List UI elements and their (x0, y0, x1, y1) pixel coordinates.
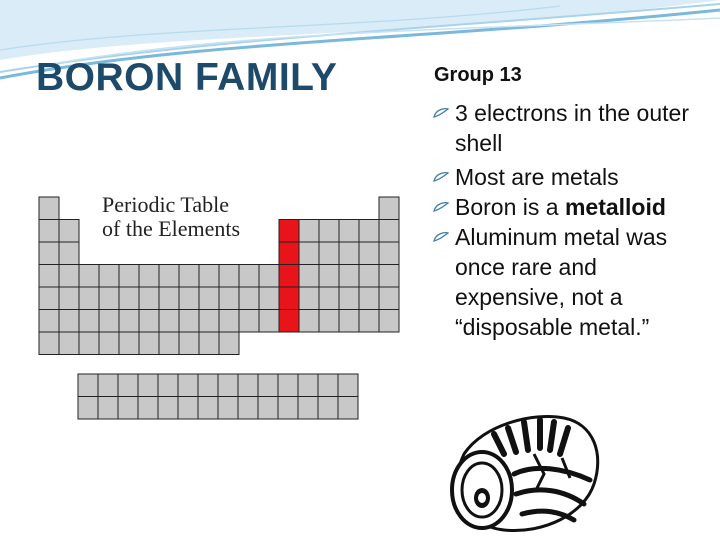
periodic-cell (259, 310, 279, 333)
periodic-cell (338, 374, 358, 397)
periodic-cell (59, 220, 79, 243)
periodic-cell (379, 310, 399, 333)
periodic-cell (339, 310, 359, 333)
periodic-cell (238, 397, 258, 420)
periodic-cell (258, 397, 278, 420)
periodic-cell (178, 397, 198, 420)
leaf-bullet-icon (433, 171, 449, 183)
periodic-cell (139, 265, 159, 288)
bullet-text: Most are metals (455, 164, 619, 190)
periodic-cell (179, 332, 199, 355)
bullet-item (433, 98, 713, 158)
bullet-bold-text: metalloid (564, 194, 666, 220)
periodic-cell (218, 374, 238, 397)
periodic-cell (179, 265, 199, 288)
periodic-cell (39, 310, 59, 333)
periodic-cell (78, 397, 98, 420)
periodic-cell (59, 310, 79, 333)
periodic-cell (59, 242, 79, 265)
periodic-cell (258, 374, 278, 397)
periodic-cell (138, 374, 158, 397)
periodic-cell (59, 332, 79, 355)
periodic-cell (159, 310, 179, 333)
subheading: Group 13 (434, 64, 522, 86)
periodic-cell (279, 310, 299, 333)
periodic-cell (379, 220, 399, 243)
periodic-cell (218, 397, 238, 420)
periodic-cell (39, 287, 59, 310)
periodic-cell (219, 310, 239, 333)
periodic-cell (119, 332, 139, 355)
periodic-cell (78, 374, 98, 397)
slide-title: BORON FAMILY (36, 56, 338, 99)
periodic-cell (359, 242, 379, 265)
periodic-cell (319, 310, 339, 333)
periodic-cell (299, 310, 319, 333)
periodic-cell (219, 332, 239, 355)
periodic-cell (279, 220, 299, 243)
periodic-cell (59, 287, 79, 310)
periodic-cell (259, 265, 279, 288)
periodic-cell (179, 287, 199, 310)
periodic-cell (359, 220, 379, 243)
periodic-cell (359, 265, 379, 288)
periodic-cell (299, 242, 319, 265)
periodic-cell (319, 287, 339, 310)
periodic-cell (179, 310, 199, 333)
periodic-cell (279, 265, 299, 288)
periodic-cell (198, 397, 218, 420)
periodic-cell (219, 287, 239, 310)
periodic-cell (339, 242, 359, 265)
periodic-cell (158, 397, 178, 420)
periodic-cell (339, 265, 359, 288)
periodic-cell (319, 220, 339, 243)
periodic-cell (318, 397, 338, 420)
periodic-cell (199, 332, 219, 355)
periodic-cell (199, 310, 219, 333)
periodic-cell (298, 397, 318, 420)
periodic-cell (139, 287, 159, 310)
periodic-cell (279, 242, 299, 265)
periodic-cell (239, 265, 259, 288)
periodic-cell (118, 397, 138, 420)
periodic-cell (199, 287, 219, 310)
bullet-text: 3 electrons in the outer shell (455, 100, 689, 156)
periodic-cell (239, 310, 259, 333)
periodic-cell (39, 265, 59, 288)
periodic-cell (379, 287, 399, 310)
periodic-cell (219, 265, 239, 288)
periodic-cell (159, 287, 179, 310)
periodic-cell (239, 287, 259, 310)
periodic-cell (319, 265, 339, 288)
periodic-cell (59, 265, 79, 288)
periodic-cell (98, 397, 118, 420)
bullet-list (433, 98, 713, 342)
periodic-cell (138, 397, 158, 420)
bullet-text: Aluminum metal was once rare and expensive, not a “disposable metal.” (455, 224, 668, 340)
periodic-cell (318, 374, 338, 397)
periodic-cell (279, 287, 299, 310)
periodic-cell (199, 265, 219, 288)
periodic-cell (159, 265, 179, 288)
periodic-cell (198, 374, 218, 397)
periodic-cell (299, 287, 319, 310)
periodic-cell (79, 310, 99, 333)
periodic-cell (238, 374, 258, 397)
bullet-text: Boron is a (455, 194, 565, 220)
bullet-item (433, 222, 713, 342)
periodic-cell (259, 287, 279, 310)
periodic-cell (159, 332, 179, 355)
bullet-item (433, 162, 713, 192)
periodic-cell (379, 242, 399, 265)
periodic-cell (298, 374, 318, 397)
periodic-cell (379, 197, 399, 220)
periodic-cell (99, 332, 119, 355)
periodic-cell (139, 310, 159, 333)
leaf-bullet-icon (433, 107, 449, 119)
periodic-cell (278, 397, 298, 420)
periodic-cell (99, 310, 119, 333)
periodic-cell (79, 287, 99, 310)
crushed-can-icon (444, 394, 608, 538)
periodic-cell (339, 287, 359, 310)
periodic-cell (379, 265, 399, 288)
periodic-table-title-line2: of the Elements (102, 216, 241, 241)
periodic-cell (139, 332, 159, 355)
periodic-table-title-line1: Periodic Table (102, 192, 229, 217)
leaf-bullet-icon (433, 231, 449, 243)
periodic-cell (299, 220, 319, 243)
periodic-cell (39, 242, 59, 265)
periodic-cell (359, 287, 379, 310)
periodic-cell (338, 397, 358, 420)
periodic-table-image (18, 184, 426, 430)
periodic-cell (118, 374, 138, 397)
periodic-cell (79, 265, 99, 288)
periodic-cell (158, 374, 178, 397)
periodic-cell (39, 220, 59, 243)
periodic-cell (178, 374, 198, 397)
periodic-cell (99, 287, 119, 310)
periodic-cell (79, 332, 99, 355)
periodic-cell (39, 197, 59, 220)
periodic-cell (299, 265, 319, 288)
periodic-cell (278, 374, 298, 397)
leaf-bullet-icon (433, 201, 449, 213)
periodic-cell (119, 287, 139, 310)
periodic-cell (98, 374, 118, 397)
periodic-cell (39, 332, 59, 355)
bullet-item (433, 192, 713, 222)
periodic-cell (319, 242, 339, 265)
periodic-cell (119, 265, 139, 288)
periodic-cell (359, 310, 379, 333)
periodic-cell (99, 265, 119, 288)
periodic-cell (339, 220, 359, 243)
periodic-cell (119, 310, 139, 333)
